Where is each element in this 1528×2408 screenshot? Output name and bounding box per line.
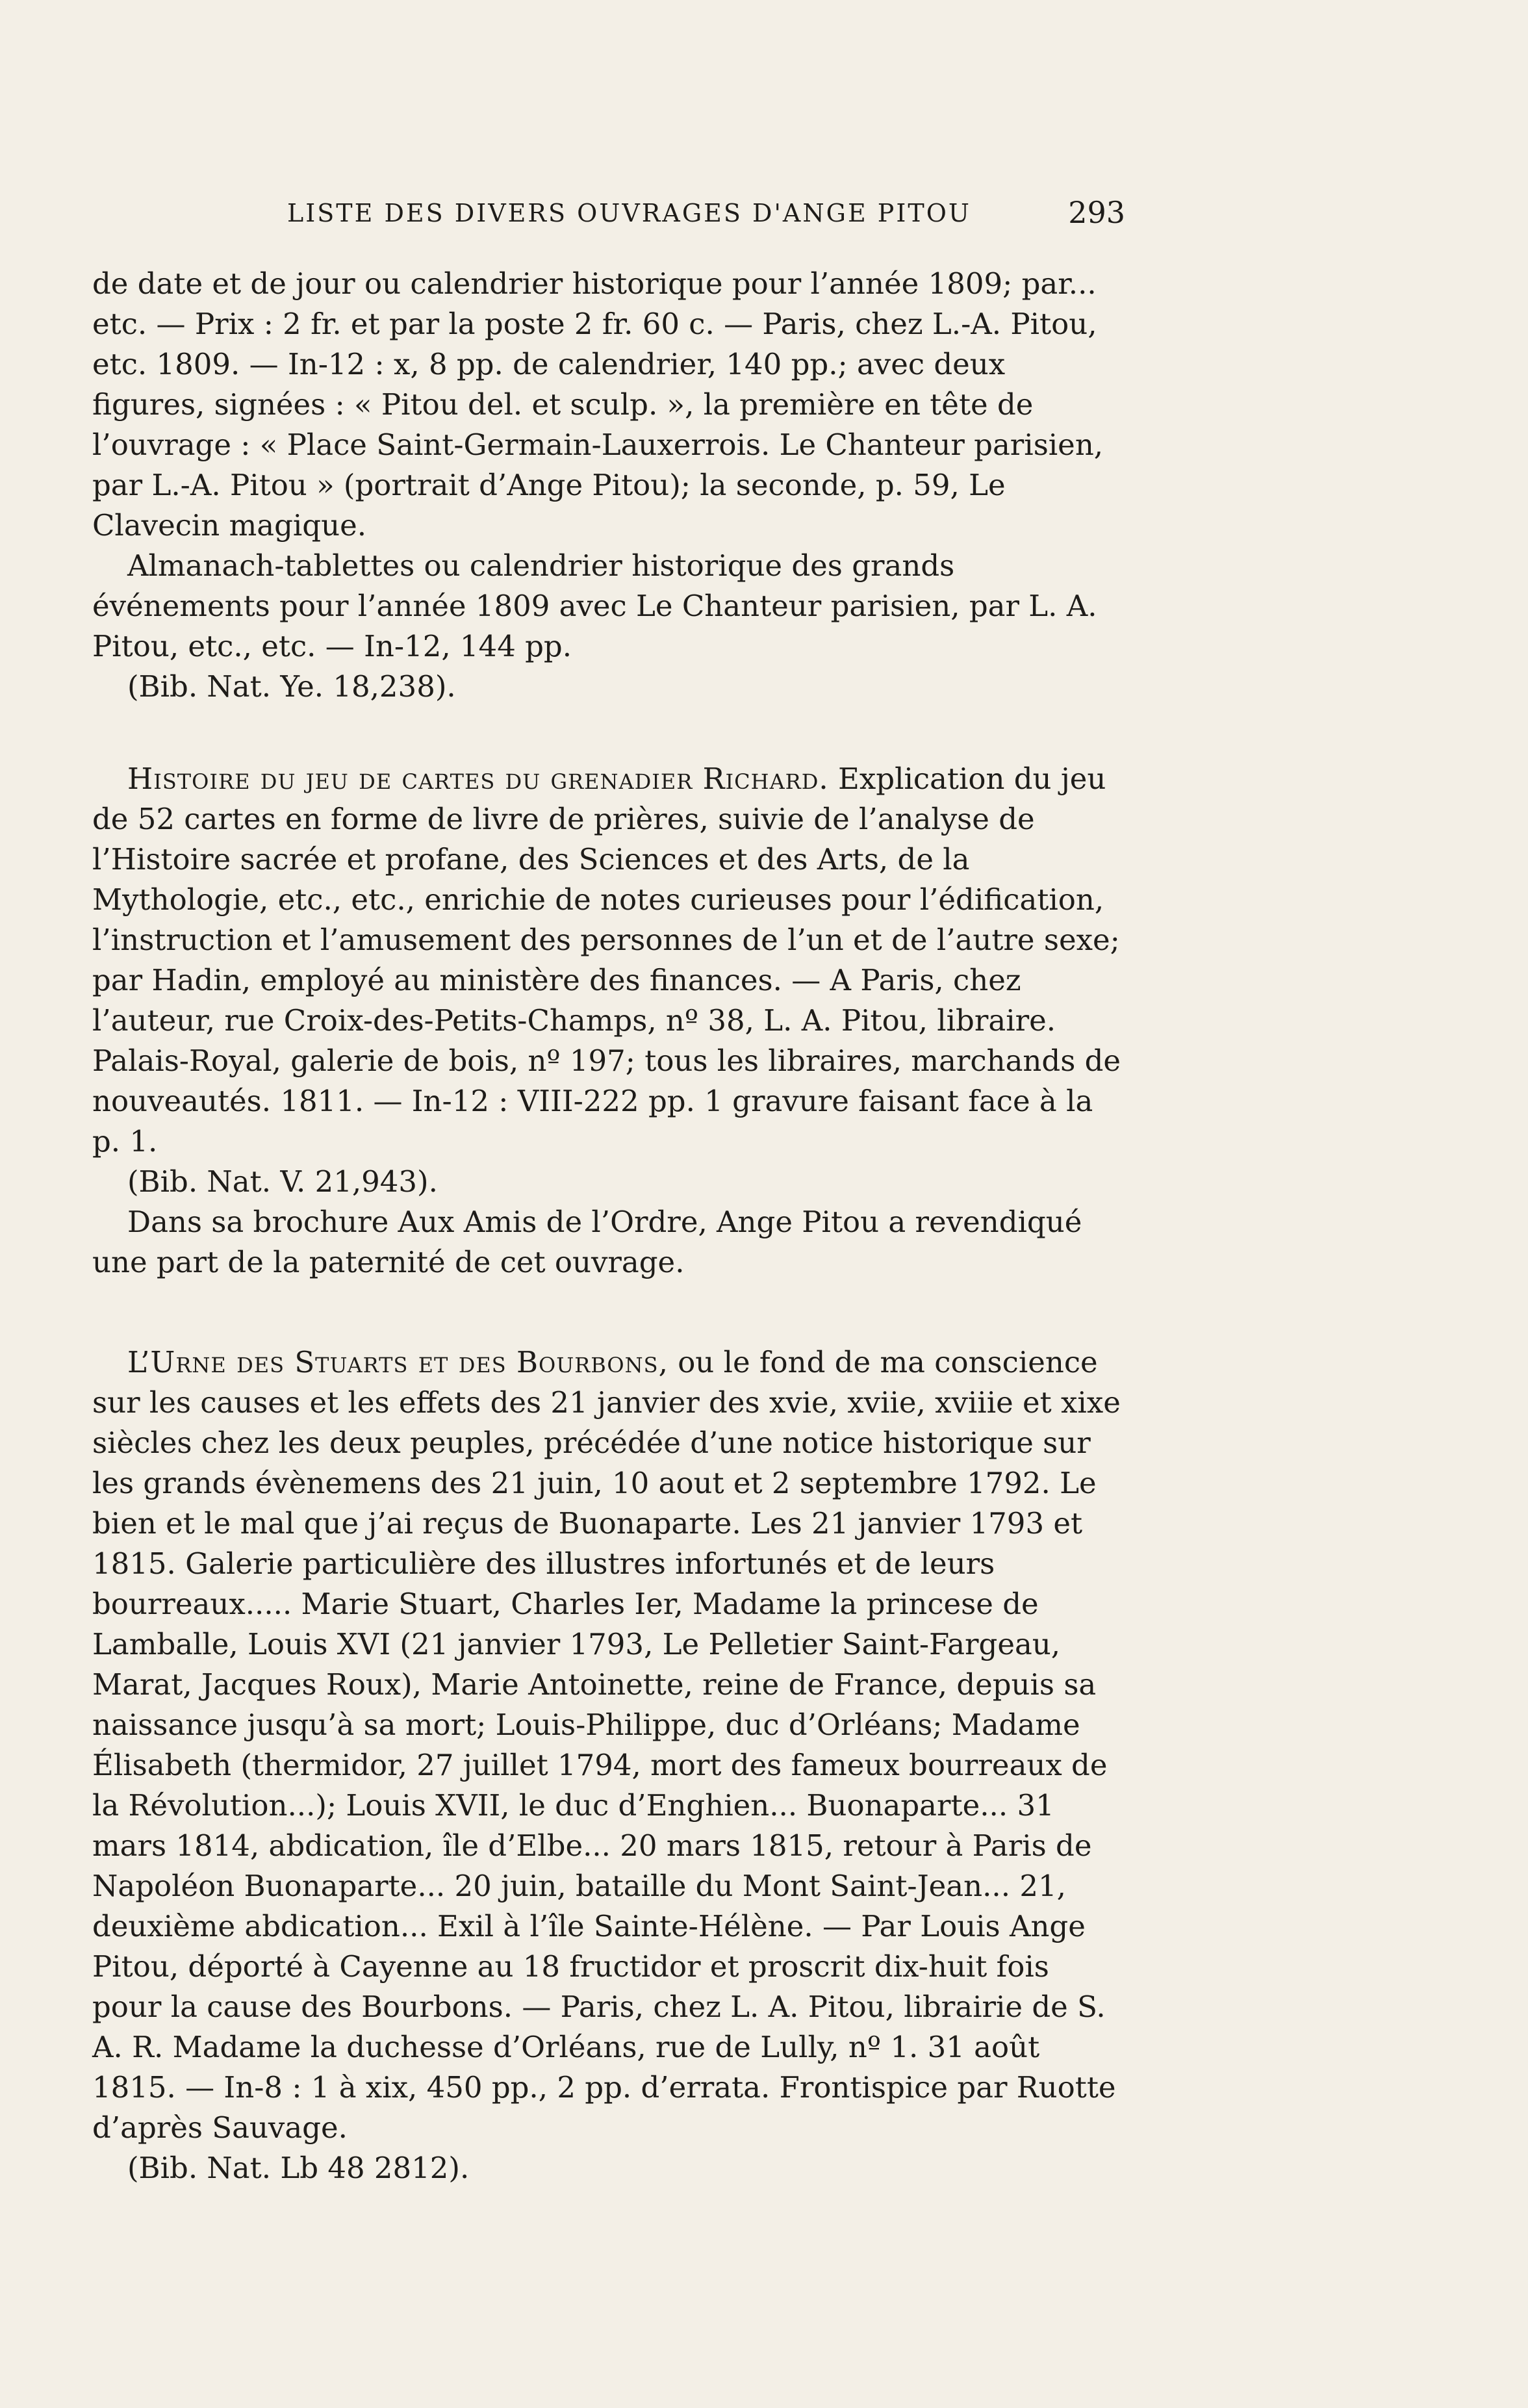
page-number: 293 — [1068, 195, 1125, 230]
running-head: LISTE DES DIVERS OUVRAGES D'ANGE PITOU — [287, 199, 971, 227]
entry-reference: (Bib. Nat. V. 21,943). — [127, 1164, 438, 1199]
page-body — [92, 264, 1125, 2188]
entry-body: de date et de jour ou calendrier historique pour l’année 1809; par... etc. — Prix : 2 fr. et par la poste 2 fr. 60 c. — Paris, chez L.-A. Pitou, etc. 1809. — In-12 : x, 8 pp. de calendrier, 140 pp.; avec deux figures, signées : « Pitou del. et sculp. », la première en tête de l’ouvrage : « Place Saint-Germain-Lauxerrois. Le Chanteur parisien, par L.-A. Pitou » (portrait d’Ange Pitou); la seconde, p. 59, Le Clavecin magique. — [92, 266, 1104, 543]
entry-urne-stuarts — [92, 1342, 1125, 2188]
entry-text — [92, 264, 1125, 546]
entry-body: Explication du jeu de 52 cartes en forme de livre de prières, suivie de l’analyse de l’Histoire sacrée et profane, des Sciences et des Arts, de la Mythologie, etc., etc., enrichie de notes curieuses pour l’édification, l’instruction et l’amusement des personnes de l’un et de l’autre sexe; par Hadin, employé au ministère des finances. — A Paris, chez l’auteur, rue Croix-des-Petits-Champs, nº 38, L. A. Pitou, libraire. Palais-Royal, galerie de bois, nº 197; tous les libraires, marchands de nouveautés. 1811. — In-12 : VIII-222 pp. 1 gravure faisant face à la p. 1. — [92, 762, 1121, 1159]
entry-almanach — [92, 264, 1125, 707]
entry-title: L’Urne des Stuarts et des Bourbons, — [127, 1345, 668, 1379]
entry-text — [92, 759, 1125, 1162]
entry-text — [92, 1342, 1125, 2148]
section-gap — [92, 707, 1125, 759]
page-header — [92, 195, 1125, 234]
entry-histoire-cartes — [92, 759, 1125, 1283]
entry-reference: (Bib. Nat. Lb 48 2812). — [127, 2151, 470, 2185]
entry-note: Dans sa brochure Aux Amis de l’Ordre, Ange Pitou a revendiqué une part de la paternité de cet ouvrage. — [92, 1205, 1082, 1279]
entry-reference: (Bib. Nat. Ye. 18,238). — [127, 669, 456, 704]
section-gap — [92, 1283, 1125, 1342]
entry-note: Almanach-tablettes ou calendrier historique des grands événements pour l’année 1809 avec Le Chanteur parisien, par L. A. Pitou, etc., etc. — In-12, 144 pp. — [92, 548, 1097, 663]
entry-title: Histoire du jeu de cartes du grenadier Richard. — [127, 762, 829, 796]
entry-body: ou le fond de ma conscience sur les causes et les effets des 21 janvier des xvie, xviie, xviiie et xixe siècles chez les deux peuples, précédée d’une notice historique sur les grands évènemens des 21 juin, 10 aout et 2 septembre 1792. Le bien et le mal que j’ai reçus de Buonaparte. Les 21 janvier 1793 et 1815. Galerie particulière des illustres infortunés et de leurs bourreaux..... Marie Stuart, Charles Ier, Madame la princese de Lamballe, Louis XVI (21 janvier 1793, Le Pelletier Saint-Fargeau, Marat, Jacques Roux), Marie Antoinette, reine de France, depuis sa naissance jusqu’à sa mort; Louis-Philippe, duc d’Orléans; Madame Élisabeth (thermidor, 27 juillet 1794, mort des fameux bourreaux de la Révolution...); Louis XVII, le duc d’Enghien... Buonaparte... 31 mars 1814, abdication, île d’Elbe... 20 mars 1815, retour à Paris de Napoléon Buonaparte... 20 juin, bataille du Mont Saint-Jean... 21, deuxième abdication... Exil à l’île Sainte-Hélène. — Par Louis Ange Pitou, déporté à Cayenne au 18 fructidor et proscrit dix-huit fois pour la cause des Bourbons. — Paris, chez L. A. Pitou, librairie de S. A. R. Madame la duchesse d’Orléans, rue de Lully, nº 1. 31 août 1815. — In-8 : 1 à xix, 450 pp., 2 pp. d’errata. Frontispice par Ruotte d’après Sauvage. — [92, 1345, 1121, 2145]
